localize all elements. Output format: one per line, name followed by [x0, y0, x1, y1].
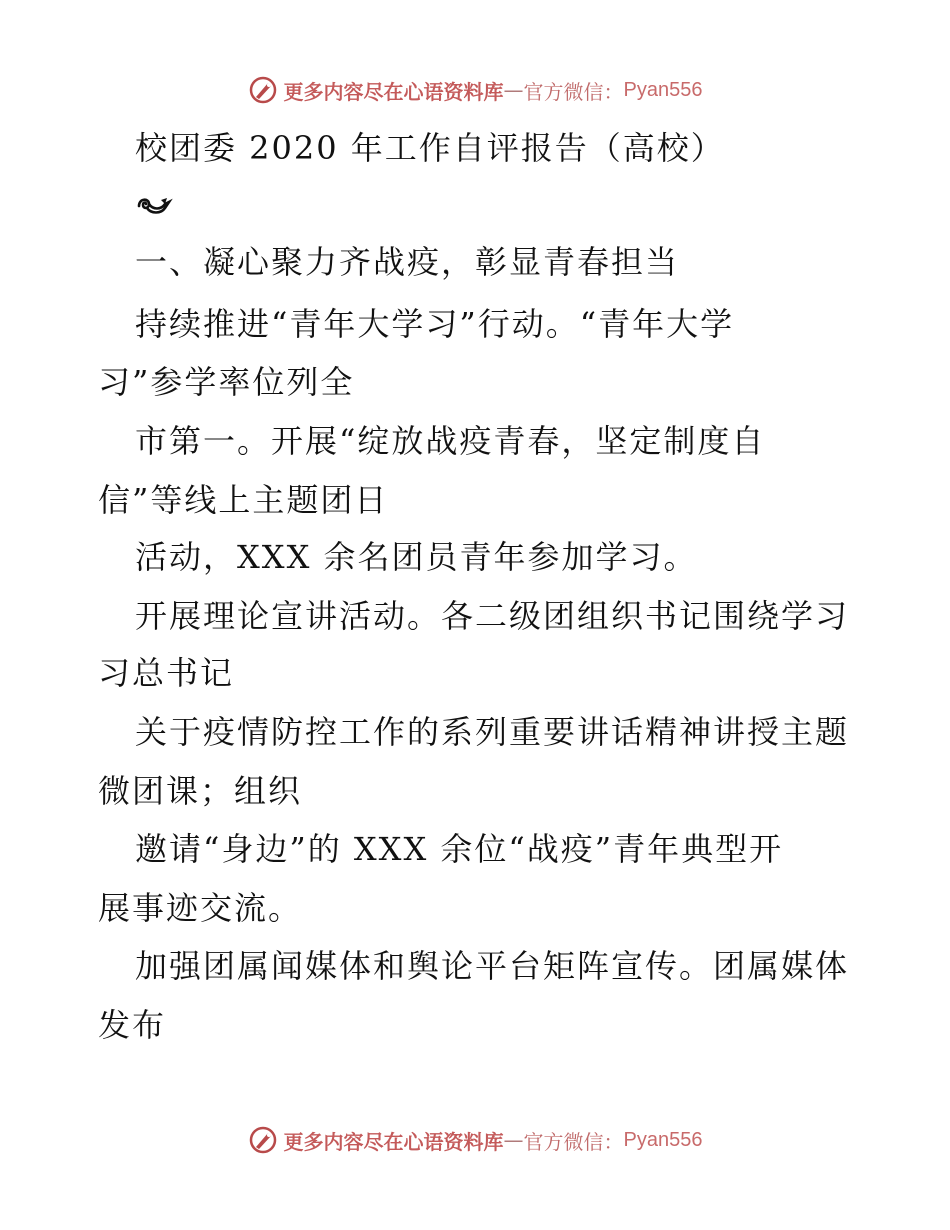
paragraph-line: 持续推进“青年大学习”行动。“青年大学 [135, 305, 735, 343]
paragraph-line: 关于疫情防控工作的系列重要讲话精神讲授主题 [135, 713, 850, 751]
footer-watermark-banner [0, 1120, 950, 1160]
header-watermark-banner [0, 70, 950, 110]
paragraph-line: 开展理论宣讲活动。各二级团组织书记围绕学习 [135, 597, 850, 635]
watermark-site-text: 更多内容尽在心语资料库 [283, 79, 504, 104]
watermark-site-text: 更多内容尽在心语资料库 [283, 1129, 504, 1154]
paragraph-line: 邀请“身边”的 XXX 余位“战疫”青年典型开 [135, 830, 784, 868]
paragraph-line: 信”等线上主题团日 [98, 481, 389, 519]
paragraph-line: 展事迹交流。 [98, 889, 303, 927]
pen-nib-logo-icon [248, 75, 278, 105]
paragraph-line: 发布 [98, 1006, 167, 1044]
watermark-wechat-id: Pyan556 [623, 78, 703, 101]
pen-nib-logo-icon [248, 1125, 278, 1155]
swirl-ornament-icon [135, 192, 173, 218]
watermark-wechat-id: Pyan556 [623, 1128, 703, 1151]
paragraph-line: 加强团属闻媒体和舆论平台矩阵宣传。团属媒体 [135, 947, 850, 985]
paragraph-line: 微团课；组织 [98, 772, 303, 810]
paragraph-line: 活动，XXX 余名团员青年参加学习。 [135, 538, 698, 576]
watermark-separator: — [503, 78, 524, 102]
watermark-wechat-label: 官方微信： [523, 79, 624, 104]
paragraph-line: 市第一。开展“绽放战疫青春，坚定制度自 [135, 422, 766, 460]
paragraph-line: 习”参学率位列全 [98, 363, 355, 401]
paragraph-line: 习总书记 [98, 654, 235, 692]
watermark-wechat-label: 官方微信： [523, 1129, 624, 1154]
document-title: 校团委 2020 年工作自评报告（高校） [135, 129, 725, 167]
watermark-separator: — [503, 1128, 524, 1152]
section-heading: 一、凝心聚力齐战疫，彰显青春担当 [135, 243, 680, 281]
